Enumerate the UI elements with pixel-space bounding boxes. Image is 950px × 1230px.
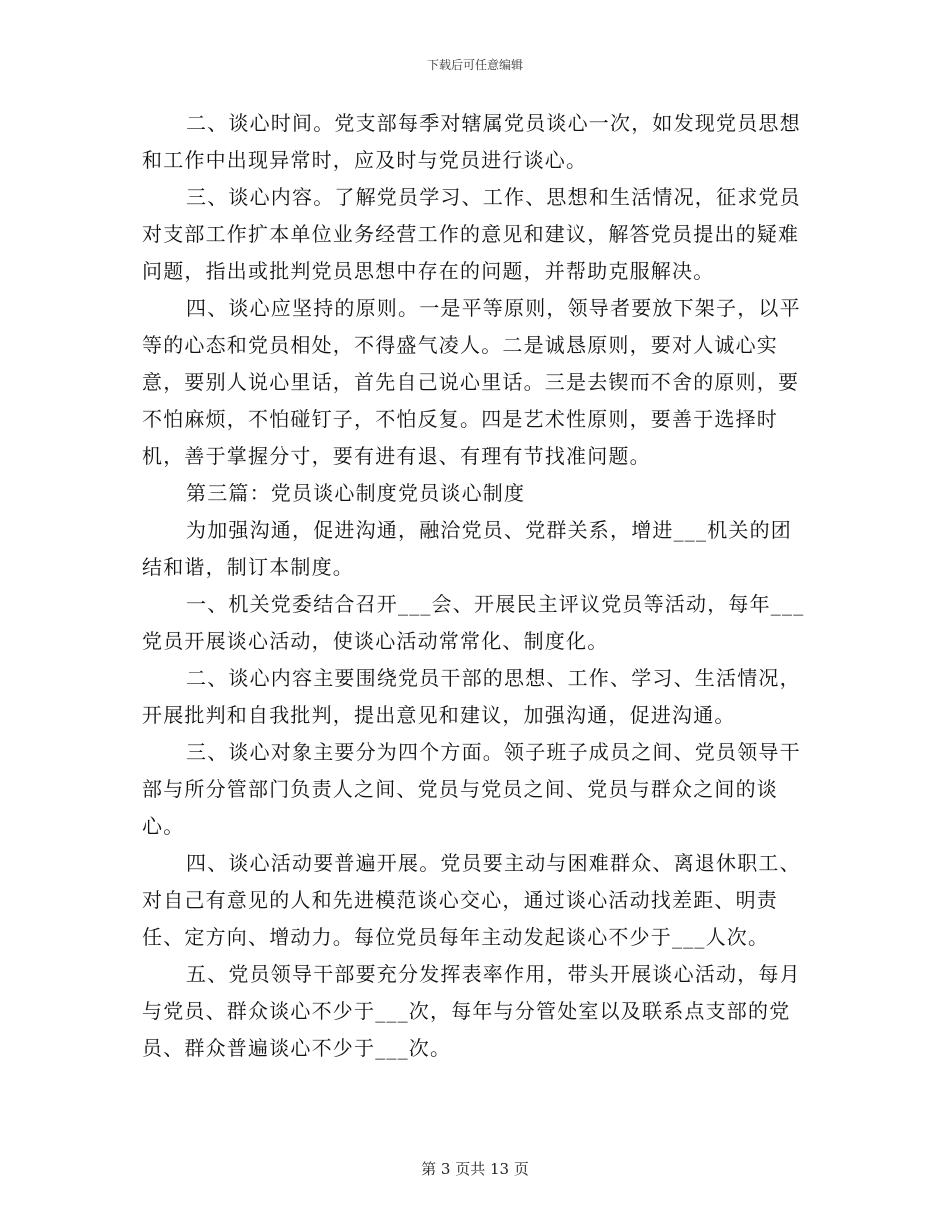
paragraph-item-3: 三、谈心对象主要分为四个方面。领子班子成员之间、党员领导干部与所分管部门负责人之间、党员与党员之间、党员与群众之间的谈心。 (142, 740, 801, 838)
paragraph-intro: 为加强沟通，促进沟通，融洽党员、党群关系，增进___机关的团结和谐，制订本制度。 (142, 518, 792, 579)
paragraph-item-5: 五、党员领导干部要充分发挥表率作用，带头开展谈心活动，每月与党员、群众谈心不少于___次，每年与分管处室以及联系点支部的党员、群众普遍谈心不少于___次。 (142, 962, 801, 1060)
paragraph-item-4: 四、谈心活动要普遍开展。党员要主动与困难群众、离退休职工、对自己有意见的人和先进模范谈心交心，通过谈心活动找差距、明责任、定方向、增动力。每位党员每年主动发起谈心不少于___人次。 (142, 851, 801, 949)
paragraph-talk-principles: 四、谈心应坚持的原则。一是平等原则，领导者要放下架子，以平等的心态和党员相处，不得盛气凌人。二是诚恳原则，要对人诚心实意，要别人说心里话，首先自己说心里话。三是去锲而不舍的原则，要不怕麻烦，不怕碰钉子，不怕反复。四是艺术性原则，要善于选择时机，善于掌握分寸，要有进有退、有理有节找准问题。 (142, 296, 801, 468)
page-footer: 第 3 页共 13 页 (421, 1160, 529, 1178)
paragraph-item-2: 二、谈心内容主要围绕党员干部的思想、工作、学习、生活情况，开展批判和自我批判，提出意见和建议，加强沟通，促进沟通。 (142, 666, 801, 727)
section-title: 第三篇：党员谈心制度党员谈心制度 (186, 481, 526, 505)
paragraph-talk-time: 二、谈心时间。党支部每季对辖属党员谈心一次，如发现党员思想和工作中出现异常时，应及时与党员进行谈心。 (142, 111, 801, 172)
document-body (142, 105, 810, 1067)
page-header: 下载后可任意编辑 (426, 58, 523, 72)
paragraph-talk-content: 三、谈心内容。了解党员学习、工作、思想和生活情况，征求党员对支部工作扩本单位业务经营工作的意见和建议，解答党员提出的疑难问题，指出或批判党员思想中存在的问题，并帮助克服解决。 (142, 185, 801, 283)
paragraph-item-1: 一、机关党委结合召开___会、开展民主评议党员等活动，每年___党员开展谈心活动，使谈心活动常常化、制度化。 (142, 592, 805, 653)
